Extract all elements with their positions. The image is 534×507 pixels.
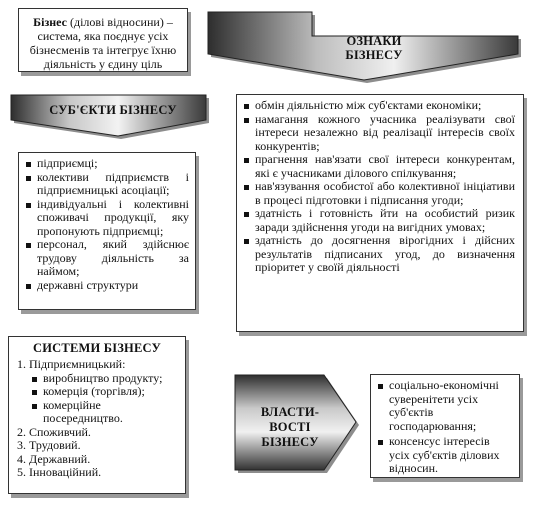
definition-text: (ділові відносини) – система, яка поєднує усіх бізнесменів та інтегрує їхню діяльність у єдину ціль <box>29 15 177 71</box>
systems-item-3: 3. Трудовий. <box>17 438 81 452</box>
subjects-title: СУБ'ЄКТИ БІЗНЕСУ <box>49 103 177 117</box>
properties-title-line3: БІЗНЕСУ <box>261 435 319 449</box>
systems-sub-item: комерційне посередництво. <box>31 399 177 426</box>
systems-sub-item: виробництво продукту; <box>31 372 177 386</box>
subject-item: колективи підприємств і підприємницькі асоціації; <box>25 171 189 198</box>
features-title-line1: ОЗНАКИ <box>346 34 402 48</box>
systems-item-1: 1. Підприємницький: <box>17 357 126 371</box>
feature-item: нав'язування особистої або колективної ініціативи в процесі підготовки і підписання угоди; <box>243 180 515 207</box>
features-list <box>243 99 515 275</box>
systems-item-4: 4. Державний. <box>17 451 91 466</box>
systems-title: СИСТЕМИ БІЗНЕСУ <box>33 341 161 355</box>
subject-item: індивідуальні і колективні споживачі продукції, яку пропонують підприємці; <box>25 198 189 239</box>
properties-arrow <box>232 372 362 476</box>
feature-item: обмін діяльністю між суб'єктами економіки; <box>243 99 515 113</box>
systems-sublist <box>17 372 177 426</box>
features-box <box>236 94 524 332</box>
subjects-box <box>18 152 196 310</box>
properties-list <box>377 379 513 476</box>
systems-item-2: 2. Споживчий. <box>17 424 91 439</box>
properties-box <box>370 374 520 478</box>
subject-item: персонал, який здійснює трудову діяльність за наймом; <box>25 238 189 279</box>
subjects-list <box>25 157 189 292</box>
systems-item-5: 5. Інноваційний. <box>17 465 102 479</box>
properties-title-line2: ВОСТІ <box>269 420 311 434</box>
property-item: консенсус інтересів усіх суб'єктів ділових відносин. <box>377 435 513 476</box>
features-title-line2: БІЗНЕСУ <box>345 48 403 62</box>
systems-sub-item: комерція (торгівля); <box>31 385 177 399</box>
property-item: соціально-економічні суверенітети усіх суб'єктів господарювання; <box>377 379 513 433</box>
feature-item: здатність і готовність йти на особистий ризик заради здійснення угоди на вигідних умовах; <box>243 207 515 234</box>
properties-title-line1: ВЛАСТИ- <box>260 405 320 419</box>
subjects-arrow <box>8 92 214 142</box>
feature-item: здатність до досягнення вірогідних і дійсних результатів підписаних угод, до визначення пріоритет у своїй діяльності <box>243 234 515 275</box>
subject-item: державні структури <box>25 279 189 293</box>
definition-term: Бізнес <box>33 15 67 29</box>
business-definition-box <box>18 8 188 72</box>
features-arrow <box>204 8 526 84</box>
systems-box <box>8 336 186 494</box>
subject-item: підприємці; <box>25 157 189 171</box>
features-title <box>314 34 434 62</box>
feature-item: намагання кожного учасника реалізувати свої інтереси незалежно від реалізації інтересів своїх конкурентів; <box>243 113 515 154</box>
feature-item: прагнення нав'язати свої інтереси конкурентам, які є учасниками ділового спілкування; <box>243 153 515 180</box>
properties-title <box>242 405 338 450</box>
